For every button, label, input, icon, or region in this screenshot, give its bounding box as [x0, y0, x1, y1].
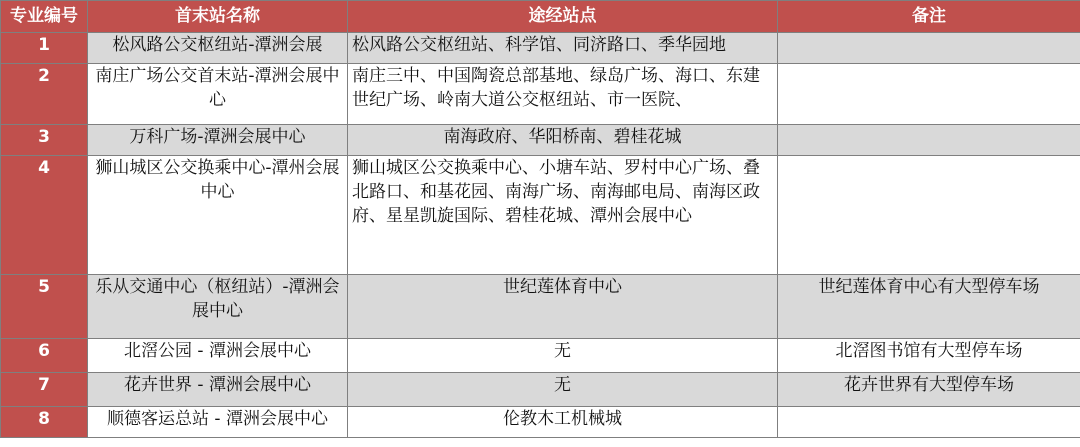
header-notes: 备注 [778, 1, 1080, 33]
route-stops: 南海政府、华阳桥南、碧桂花城 [348, 125, 778, 156]
terminal-name: 花卉世界 - 潭洲会展中心 [88, 373, 348, 407]
table-row [1, 275, 1080, 339]
row-number: 3 [1, 125, 88, 156]
table-header-row [1, 1, 1080, 33]
table-row [1, 156, 1080, 275]
note [778, 156, 1080, 275]
terminal-name: 南庄广场公交首末站-潭洲会展中心 [88, 64, 348, 125]
table-row [1, 125, 1080, 156]
header-terminal-names: 首末站名称 [88, 1, 348, 33]
table-row [1, 339, 1080, 373]
note [778, 64, 1080, 125]
terminal-name: 乐从交通中心（枢纽站）-潭洲会展中心 [88, 275, 348, 339]
terminal-name: 狮山城区公交换乘中心-潭州会展中心 [88, 156, 348, 275]
note: 北滘图书馆有大型停车场 [778, 339, 1080, 373]
table-row [1, 407, 1080, 438]
note: 世纪莲体育中心有大型停车场 [778, 275, 1080, 339]
terminal-name: 顺德客运总站 - 潭洲会展中心 [88, 407, 348, 438]
row-number: 8 [1, 407, 88, 438]
route-stops: 伦教木工机械城 [348, 407, 778, 438]
terminal-name: 万科广场-潭洲会展中心 [88, 125, 348, 156]
row-number: 7 [1, 373, 88, 407]
header-route-stops: 途经站点 [348, 1, 778, 33]
terminal-name: 北滘公园 - 潭洲会展中心 [88, 339, 348, 373]
route-stops: 南庄三中、中国陶瓷总部基地、绿岛广场、海口、东建世纪广场、岭南大道公交枢纽站、市一医院、 [348, 64, 778, 125]
row-number: 5 [1, 275, 88, 339]
header-number: 专业编号 [1, 1, 88, 33]
table-row [1, 373, 1080, 407]
note [778, 125, 1080, 156]
row-number: 6 [1, 339, 88, 373]
table-row [1, 33, 1080, 64]
note: 花卉世界有大型停车场 [778, 373, 1080, 407]
route-stops: 松风路公交枢纽站、科学馆、同济路口、季华园地 [348, 33, 778, 64]
terminal-name: 松风路公交枢纽站-潭洲会展 [88, 33, 348, 64]
route-stops: 无 [348, 373, 778, 407]
route-stops: 世纪莲体育中心 [348, 275, 778, 339]
row-number: 4 [1, 156, 88, 275]
table-row [1, 64, 1080, 125]
row-number: 1 [1, 33, 88, 64]
note [778, 33, 1080, 64]
route-stops: 狮山城区公交换乘中心、小塘车站、罗村中心广场、叠北路口、和基花园、南海广场、南海邮电局、南海区政府、星星凯旋国际、碧桂花城、潭州会展中心 [348, 156, 778, 275]
route-stops: 无 [348, 339, 778, 373]
note [778, 407, 1080, 438]
row-number: 2 [1, 64, 88, 125]
